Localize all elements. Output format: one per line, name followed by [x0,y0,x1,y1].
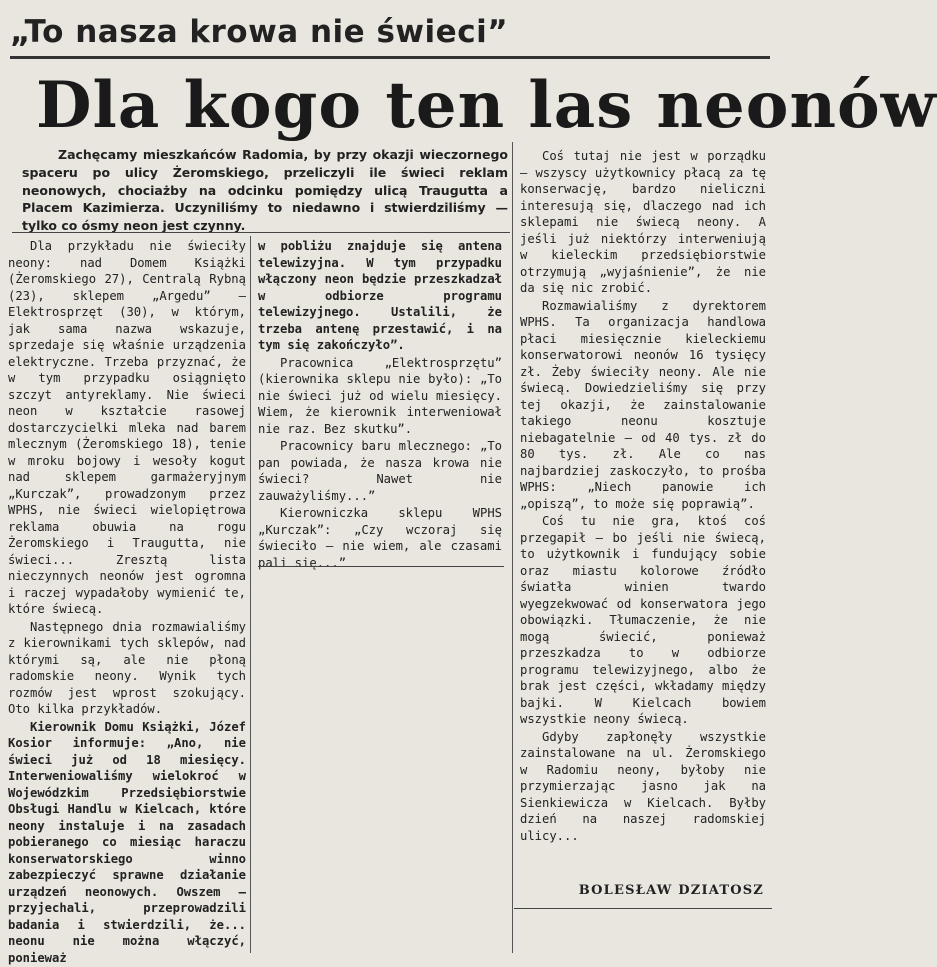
kicker-rule [10,56,770,59]
kicker-title: „To nasza krowa nie świeci” [10,14,509,50]
body-paragraph: Następnego dnia rozmawialiśmy z kierownikami tych sklepów, nad którymi są, ale nie płoną radomskie neony. Wynik tych rozmów jest wprost szokujący. Oto kilka przykładów. [8,619,246,716]
body-paragraph: Pracownicy baru mlecznego: „To pan powiada, że nasza krowa nie świeci? Nawet nie zauważyliśmy...” [258,439,502,503]
column-1 [8,238,246,967]
body-paragraph: Gdyby zapłonęły wszystkie zainstalowane na ul. Żeromskiego w Radomiu neony, byłoby nie przymierzając jasno jak na Sienkiewicza w Kielcach. Byłby dzień na naszej radomskiej ulicy... [520,729,766,843]
byline: BOLESŁAW DZIATOSZ [578,883,764,898]
body-paragraph: Pracownica „Elektrosprzętu” (kierownika sklepu nie było): „To nie świeci już od wielu miesięcy. Wiem, że kierownik interweniował nie raz. Bez skutku”. [258,355,502,436]
quote-paragraph: Kierownik Domu Książki, Józef Kosior informuje: „Ano, nie świeci już od 18 miesięcy. Interweniowaliśmy wielokroć w Wojewódzkim Przedsiębiorstwie Obsługi Handlu w Kielcach, które neony instaluje i na zasadach pobieranego co miesiąc haraczu konserwatorskiego winno zabezpieczyć sprawne działanie urządzeń neonowych. Owszem — przyjechali, przeprowadzili badania i stwierdzili, że... neonu nie można włączyć, ponieważ [8,719,246,965]
column-3 [520,148,766,845]
column-divider [250,236,251,953]
byline-rule [514,908,772,909]
body-paragraph: Rozmawialiśmy z dyrektorem WPHS. Ta organizacja handlowa płaci miesięcznie kieleckiemu konserwatorowi neonów 16 tysięcy zł. Żeby świeciły neony. Ale nie świecą. Dowiedzieliśmy się przy tej okazji, że zainstalowanie takiego neonu kosztuje niebagatelnie — od 40 tys. zł do 80 tys. zł. Ale co nas najbardziej zaskoczyło, to prośba WPHS: „Niech panowie ich „opiszą”, to może się poprawią”. [520,298,766,511]
column-divider [512,142,513,953]
body-paragraph: Coś tutaj nie jest w porządku — wszyscy użytkownicy płacą za tę konserwację, bardzo nieliczni interesują się, dlaczego nad ich sklepami nie świecą neony. A jeśli już niektórzy interweniują w kieleckim przedsiębiorstwie otrzymują „wyjaśnienie”, że nie da się nic zrobić. [520,149,766,295]
lead-divider [12,232,510,233]
body-paragraph: Coś tu nie gra, ktoś coś przegapił — bo jeśli nie świecą, to użytkownik i fundujący sobie oraz miastu kolorowe źródło światła winien twardo wyegzekwować od konserwatora jego obowiązki. Tłumaczenie, że nie mogą świecić, ponieważ przeszkadza to w odbiorze programu telewizyjnego, albo że brak jest części, wkładamy między bajki. W Kielcach bowiem wszystkie neony świecą. [520,514,766,726]
column-2 [258,238,502,572]
headline: Dla kogo ten las neonów [36,68,937,143]
lead-paragraph: Zachęcamy mieszkańców Radomia, by przy okazji wieczornego spaceru po ulicy Żeromskiego, przeliczyli ile świeci reklam neonowych, chociażby na odcinku pomiędzy ulicą Traugutta a Placem Kazimierza. Uczyniliśmy to niedawno i stwierdziliśmy — tylko co ósmy neon jest czynny. [22,147,508,234]
column-2-end-rule [258,566,504,567]
body-paragraph: Dla przykładu nie świeciły neony: nad Domem Książki (Żeromskiego 27), Centralą Rybną (23), sklepem „Argedu” — Elektrosprzęt (30), w którym, jak sama nazwa wskazuje, sprzedaje się właśnie urządzenia elektryczne. Trzeba przyznać, że w tym przypadku osiągnięto szczyt antyreklamy. Nie świeci neon w kształcie rasowej dostarczycielki mleka nad barem mlecznym (Żeromskiego 18), tenie w mroku bojowy i wesoły kogut nad sklepem garmażeryjnym „Kurczak”, prowadzonym przez WPHS, nie świeci wielopiętrowa reklama obuwia na rogu Żeromskiego i Traugutta, nie świeci... Zresztą lista nieczynnych neonów jest ogromna i raczej wypadałoby wymienić te, które świecą. [8,239,246,616]
body-paragraph: Kierowniczka sklepu WPHS „Kurczak”: „Czy wczoraj się świeciło — nie wiem, ale czasami pali się...” [258,506,502,570]
quote-paragraph: w pobliżu znajduje się antena telewizyjna. W tym przypadku włączony neon będzie przeszkadzał w odbiorze programu telewizyjnego. Ustalili, że trzeba antenę przestawić, i na tym się zakończyło”. [258,239,502,352]
